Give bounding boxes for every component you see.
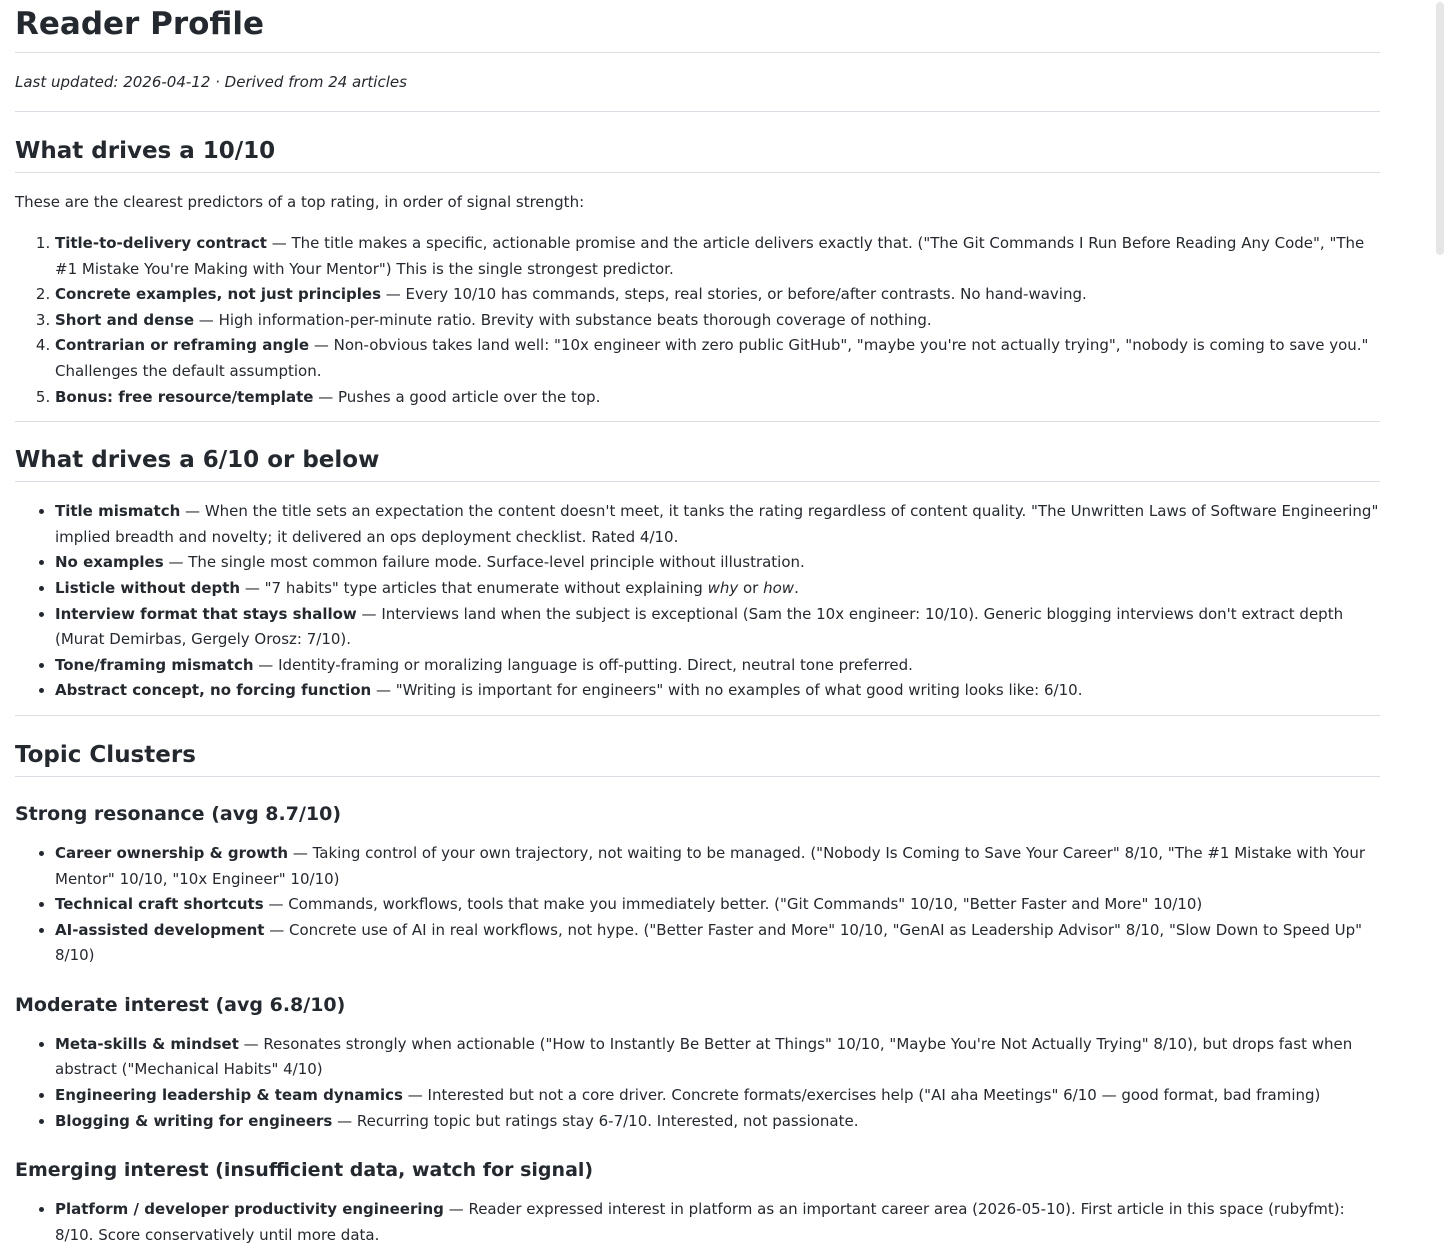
item-desc: — Interested but not a core driver. Concrete formats/exercises help ("AI aha Meetings" 6/10 — good format, bad framing) bbox=[403, 1086, 1321, 1105]
item-term: Interview format that stays shallow bbox=[55, 604, 357, 623]
item-desc: — High information-per-minute ratio. Brevity with substance beats thorough coverage of nothing. bbox=[194, 310, 932, 329]
item-desc: — Recurring topic but ratings stay 6-7/10. Interested, not passionate. bbox=[332, 1111, 859, 1130]
item-emphasis: how bbox=[763, 578, 795, 597]
list-item bbox=[55, 499, 1380, 550]
list-item bbox=[55, 678, 1380, 704]
item-term: Bonus: free resource/template bbox=[55, 387, 314, 406]
item-term: Tone/framing mismatch bbox=[55, 655, 254, 674]
item-term: Listicle without depth bbox=[55, 578, 241, 597]
vertical-scrollbar[interactable] bbox=[1434, 0, 1446, 1253]
subsection-heading-strong: Strong resonance (avg 8.7/10) bbox=[15, 802, 342, 825]
item-desc: — Pushes a good article over the top. bbox=[313, 387, 601, 406]
scrollbar-thumb[interactable] bbox=[1436, 2, 1444, 255]
subsection-heading-moderate: Moderate interest (avg 6.8/10) bbox=[15, 993, 346, 1016]
item-desc: — "Writing is important for engineers" with no examples of what good writing looks like: 6/10. bbox=[371, 681, 1083, 700]
item-term: Title mismatch bbox=[55, 502, 181, 521]
item-desc: — Resonates strongly when actionable ("How to Instantly Be Better at Things" 10/10, "Maybe You're Not Actually Trying" 8/10), but drops fast when abstract ("Mechanical Habits" 4/10) bbox=[55, 1034, 1353, 1079]
low-predictors-list bbox=[15, 499, 1380, 704]
list-item bbox=[55, 1032, 1380, 1083]
item-desc: — Taking control of your own trajectory, not waiting to be managed. ("Nobody Is Coming to Save Your Career" 8/10, "The #1 Mistake with Your Mentor" 10/10, "10x Engineer" 10/10) bbox=[55, 843, 1365, 888]
item-desc: — Reader expressed interest in platform as an important career area (2026-05-10). First article in this space (rubyfmt): 8/10. Score conservatively until more data. bbox=[55, 1200, 1345, 1244]
item-term: Platform / developer productivity engineering bbox=[55, 1200, 444, 1219]
item-term: No examples bbox=[55, 553, 164, 572]
moderate-topics-list bbox=[15, 1032, 1380, 1134]
list-item bbox=[55, 282, 1380, 308]
item-desc: . bbox=[794, 578, 799, 597]
item-desc: — Non-obvious takes land well: "10x engineer with zero public GitHub", "maybe you're not actually trying", "nobody is coming to save you." Challenges the default assumption. bbox=[55, 336, 1369, 380]
list-item bbox=[55, 1083, 1380, 1109]
item-term: Meta-skills & mindset bbox=[55, 1034, 239, 1053]
list-item bbox=[55, 602, 1380, 653]
page-title: Reader Profile bbox=[15, 0, 1380, 53]
divider bbox=[15, 111, 1380, 112]
item-desc: — Every 10/10 has commands, steps, real stories, or before/after contrasts. No hand-waving. bbox=[381, 285, 1087, 304]
divider bbox=[15, 421, 1380, 422]
item-term: Contrarian or reframing angle bbox=[55, 336, 310, 355]
item-desc: or bbox=[738, 578, 764, 597]
item-term: Career ownership & growth bbox=[55, 843, 289, 862]
section-intro: These are the clearest predictors of a top rating, in order of signal strength: bbox=[15, 193, 585, 211]
item-desc: — Interviews land when the subject is exceptional (Sam the 10x engineer: 10/10). Generic blogging interviews don't extract depth (Murat Demirbas, Gergely Orosz: 7/10). bbox=[55, 604, 1344, 649]
section-heading-low: What drives a 6/10 or below bbox=[15, 445, 1380, 482]
list-item bbox=[55, 892, 1380, 918]
item-desc: — Identity-framing or moralizing language is off-putting. Direct, neutral tone preferred. bbox=[253, 655, 913, 674]
subsection-heading-emerging: Emerging interest (insufficient data, watch for signal) bbox=[15, 1159, 594, 1182]
item-term: Short and dense bbox=[55, 310, 195, 329]
item-desc: — The single most common failure mode. Surface-level principle without illustration. bbox=[163, 553, 805, 572]
item-desc: — When the title sets an expectation the content doesn't meet, it tanks the rating regardless of content quality. "The Unwritten Laws of Software Engineering" implied breadth and novelty; it delivered an ops deployment checklist. Rated 4/10. bbox=[55, 502, 1379, 546]
list-item bbox=[55, 550, 1380, 576]
emerging-topics-list bbox=[15, 1197, 1380, 1248]
item-term: Abstract concept, no forcing function bbox=[55, 681, 372, 700]
list-item bbox=[55, 333, 1380, 384]
list-item bbox=[55, 1197, 1380, 1248]
item-desc: — Commands, workflows, tools that make you immediately better. ("Git Commands" 10/10, "Better Faster and More" 10/10) bbox=[263, 895, 1203, 914]
section-heading-top: What drives a 10/10 bbox=[15, 136, 1380, 173]
list-item bbox=[55, 653, 1380, 679]
item-term: Concrete examples, not just principles bbox=[55, 285, 382, 304]
section-heading-topics: Topic Clusters bbox=[15, 740, 1380, 777]
divider bbox=[15, 715, 1380, 716]
item-term: Blogging & writing for engineers bbox=[55, 1111, 333, 1130]
item-emphasis: why bbox=[707, 578, 739, 597]
list-item bbox=[55, 385, 1380, 411]
top-predictors-list bbox=[15, 231, 1380, 410]
item-desc: — The title makes a specific, actionable promise and the article delivers exactly that. ("The Git Commands I Run Before Reading Any Code", "The #1 Mistake You're Making with Your Mentor") This is the single strongest predictor. bbox=[55, 234, 1365, 278]
list-item bbox=[55, 576, 1380, 602]
item-desc: — Concrete use of AI in real workflows, not hype. ("Better Faster and More" 10/10, "GenAI as Leadership Advisor" 8/10, "Slow Down to Speed Up" 8/10) bbox=[55, 920, 1363, 965]
list-item bbox=[55, 308, 1380, 334]
last-updated-meta: Last updated: 2026-04-12 · Derived from 24 articles bbox=[15, 73, 407, 91]
document bbox=[15, 0, 1380, 1248]
item-term: Technical craft shortcuts bbox=[55, 895, 264, 914]
item-desc: — "7 habits" type articles that enumerate without explaining bbox=[240, 578, 708, 597]
list-item bbox=[55, 231, 1380, 282]
list-item bbox=[55, 918, 1380, 969]
item-term: AI-assisted development bbox=[55, 920, 265, 939]
list-item bbox=[55, 841, 1380, 892]
item-term: Engineering leadership & team dynamics bbox=[55, 1086, 403, 1105]
list-item bbox=[55, 1109, 1380, 1135]
strong-topics-list bbox=[15, 841, 1380, 969]
item-term: Title-to-delivery contract bbox=[55, 234, 267, 252]
